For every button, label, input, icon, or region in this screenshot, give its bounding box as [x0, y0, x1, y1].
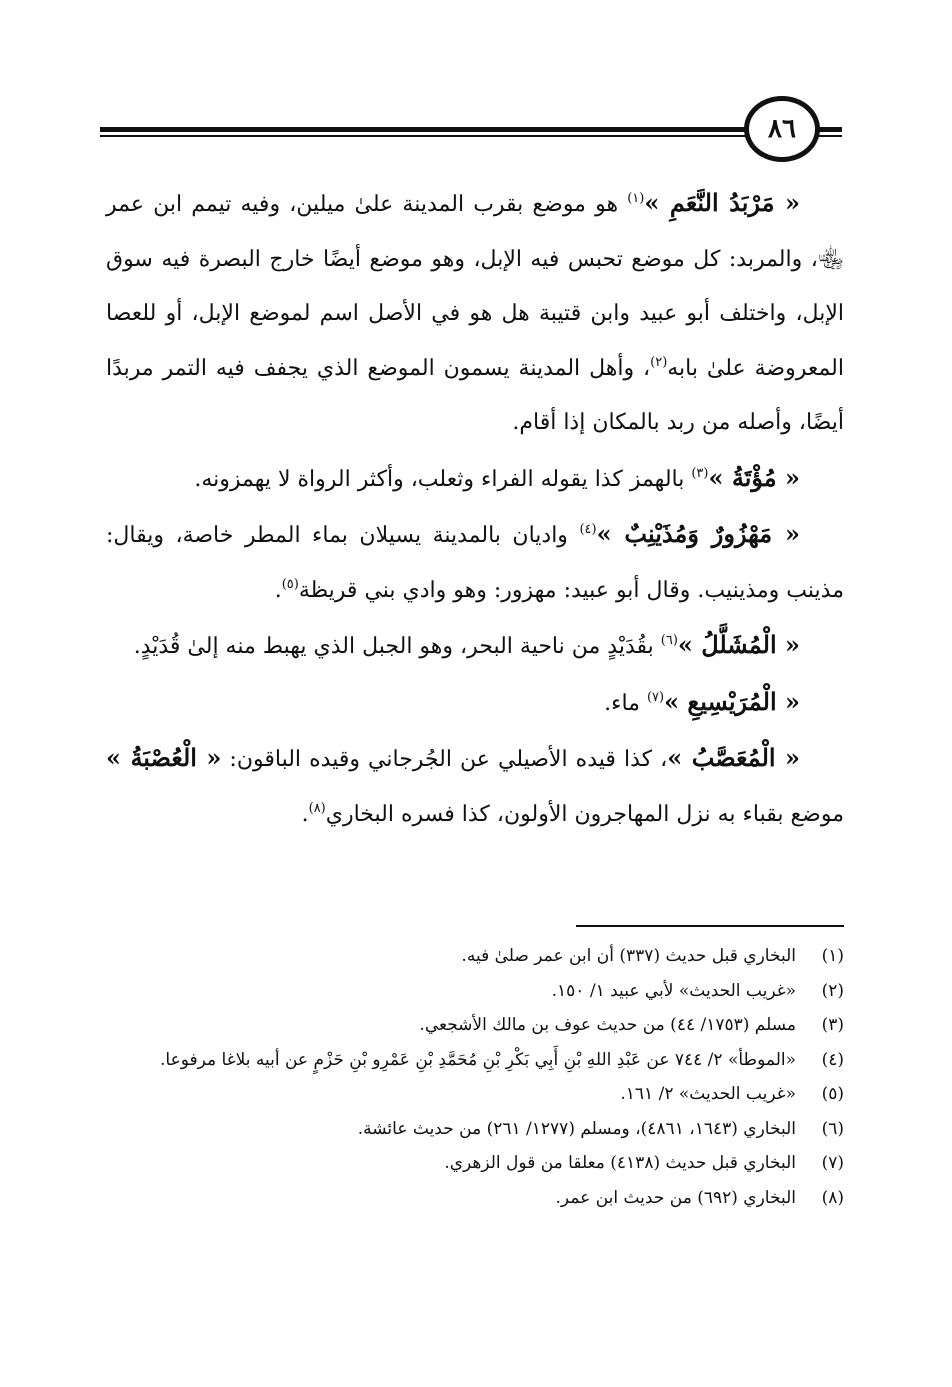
entry-text: ، وأهل المدينة يسمون الموضع الذي يجفف فيه التمر مربدًا أيضًا، وأصله من ربد بالمكان إذا أقام.	[106, 355, 844, 435]
footnote-number: (٣)	[821, 1015, 844, 1035]
entry-text: بقُدَيْدٍ من ناحية البحر، وهو الجبل الذي يهبط منه إلىٰ قُدَيْدٍ.	[133, 634, 661, 659]
footnote-ref: (٧)	[646, 689, 665, 705]
footnotes	[106, 939, 844, 1215]
footnote-text: البخاري (١٦٤٣، ٤٨٦١)، ومسلم (١٢٧٧/ ٢٦١) من حديث عائشة.	[357, 1118, 796, 1139]
entry-term: « الْعُصْبَةُ »	[106, 743, 222, 772]
entry-text: .	[301, 801, 309, 827]
entry-text: هو موضع بقرب المدينة علىٰ ميلين، وفيه تيمم ابن عمر ﵄، والمربد: كل موضع تحبس فيه الإبل، وهو موضع أيضًا خارج البصرة فيه سوق الإبل، واختلف أبو عبيد وابن قتيبة هل هو في الأصل اسم لموضع الإبل، أو للعصا المعروضة علىٰ بابه	[106, 192, 844, 381]
footnote-text: البخاري (٦٩٢) من حديث ابن عمر.	[555, 1187, 796, 1208]
footnote-text: البخاري قبل حديث (٣٣٧) أن ابن عمر صلىٰ فيه.	[461, 946, 796, 966]
footnote-item	[106, 939, 844, 974]
footnote-separator	[576, 925, 844, 927]
footnote-ref: (١)	[627, 191, 645, 206]
entry-paragraph	[106, 618, 844, 675]
entry-paragraph	[106, 176, 844, 451]
footnote-number: (٥)	[821, 1084, 844, 1104]
entry-text: واديان بالمدينة يسيلان بماء المطر خاصة، ويقال: مذينب ومذينيب. وقال أبو عبيد: مهزور: وهو وادي بني قريظة	[106, 523, 844, 603]
entry-term: « مُؤْتَةُ »	[708, 462, 800, 492]
footnote-text: «غريب الحديث» ٢/ ١٦١.	[620, 1084, 796, 1104]
footnote-text: «غريب الحديث» لأبي عبيد ١/ ١٥٠.	[551, 980, 796, 1001]
footnote-text: البخاري قبل حديث (٤١٣٨) معلقا من قول الزهري.	[444, 1153, 796, 1173]
footnote-item	[106, 1008, 844, 1043]
footnote-ref: (٦)	[660, 633, 678, 648]
footnote-number: (٦)	[821, 1118, 844, 1139]
entry-term: « الْمُرَيْسِيعِ »	[664, 686, 800, 716]
footnote-text: «الموطأ» ٢/ ٧٤٤ عن عَبْدِ اللهِ بْنِ أَبِي بَكْرِ بْنِ مُحَمَّدِ بْنِ عَمْرِو بْنِ حَزْمٍ عن أبيه بلاغا مرفوعا.	[160, 1049, 796, 1070]
entry-term: « الْمُعَصَّبُ »	[667, 743, 800, 772]
entry-paragraph	[106, 507, 844, 618]
entry-term: « مَهْزُورٌ وَمُذَيْنِبٌ »	[596, 519, 801, 548]
entry-paragraph	[106, 675, 844, 732]
footnote-item	[106, 1181, 844, 1216]
footnote-number: (٤)	[821, 1049, 844, 1070]
footnote-ref: (٥)	[281, 576, 299, 592]
footnote-ref: (٣)	[691, 465, 709, 481]
page-number	[744, 96, 820, 162]
footnote-ref: (٤)	[579, 522, 597, 537]
entry-text: موضع بقباء به نزل المهاجرون الأولون، كذا فسره البخاري	[325, 801, 844, 827]
entry-term: « مَرْبَدُ النَّعَمِ »	[644, 188, 801, 217]
entry-text: بالهمز كذا يقوله الفراء وثعلب، وأكثر الرواة لا يهمزونه.	[194, 466, 692, 492]
entry-text: .	[274, 577, 282, 603]
page-number-text: ٨٦	[768, 114, 796, 144]
page-header	[100, 94, 842, 170]
footnote-number: (٧)	[821, 1153, 844, 1173]
footnote-item	[106, 1077, 844, 1112]
entry-text: ماء.	[604, 690, 647, 716]
footnote-item	[106, 1112, 844, 1147]
footnote-ref: (٨)	[308, 800, 326, 816]
header-rule-thin	[100, 135, 752, 137]
entry-paragraph	[106, 731, 844, 842]
footnote-number: (٨)	[821, 1187, 844, 1208]
footnote-text: مسلم (١٧٥٣/ ٤٤) من حديث عوف بن مالك الأشجعي.	[419, 1015, 796, 1035]
footnote-item	[106, 1043, 844, 1078]
entry-text: ، كذا قيده الأصيلي عن الجُرجاني وقيده الباقون:	[221, 747, 668, 772]
footnote-ref: (٢)	[650, 354, 668, 370]
footnote-item	[106, 974, 844, 1009]
footnote-number: (٢)	[821, 980, 844, 1001]
entry-paragraph	[106, 451, 844, 508]
footnote-item	[106, 1146, 844, 1181]
main-text	[106, 176, 844, 842]
footnote-number: (١)	[821, 946, 844, 966]
entry-term: « الْمُشَلَّلُ »	[677, 630, 800, 659]
header-rule	[100, 127, 752, 132]
